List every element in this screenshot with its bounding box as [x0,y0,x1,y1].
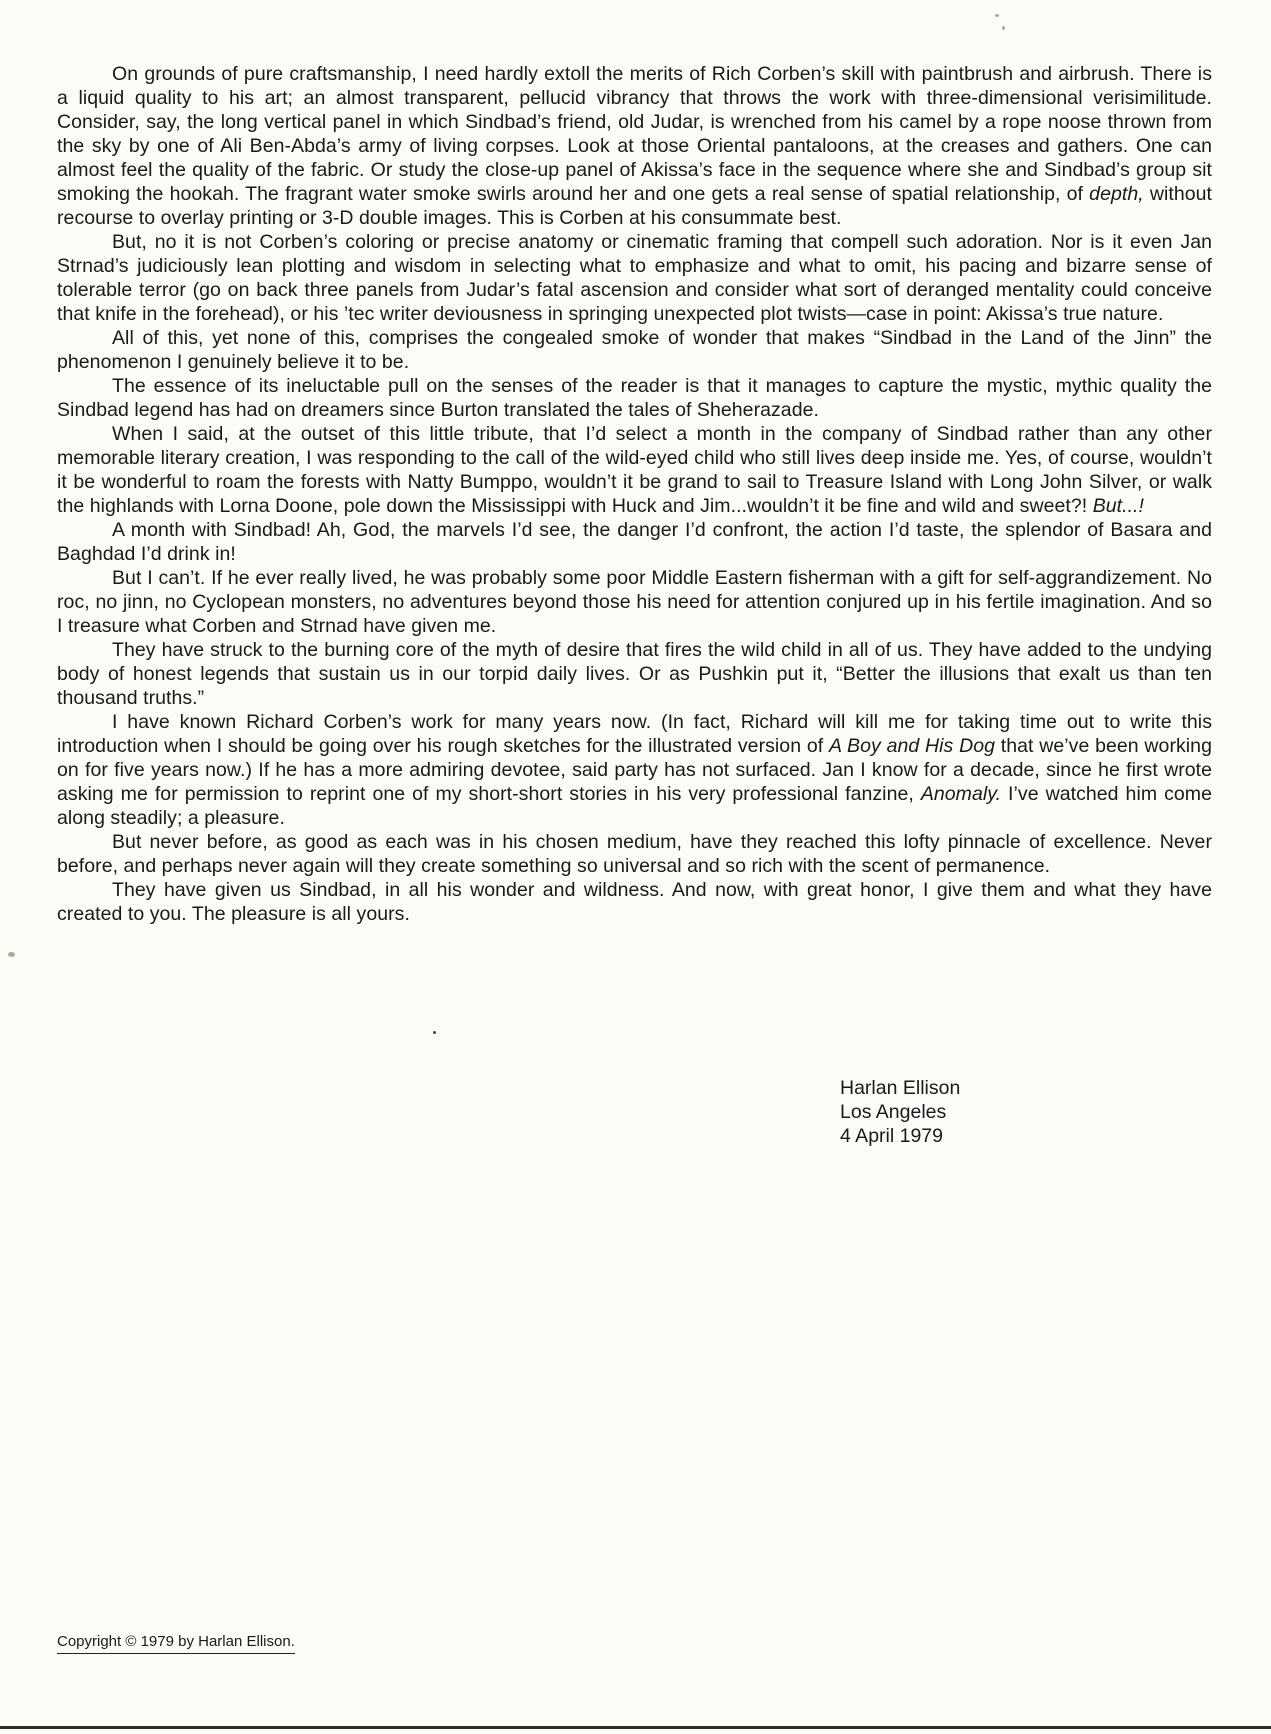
essay-paragraph [57,326,1212,374]
text-segment: But I can’t. If he ever really lived, he was probably some poor Middle Eastern fisherman with a gift for self-aggrandizement. No roc, no jinn, no Cyclopean monsters, no adventures beyond those his need for attention conjured up in his fertile imagination. And so I treasure what Corben and Strnad have given me. [57,567,1212,637]
text-segment: I have known Richard Corben’s work for many years now. (In fact, Richard will kill me for taking time out to write this introduction when I should be going over his rough sketches for the illustrated version of [57,711,1212,757]
italic-text-segment: A Boy and His Dog [828,735,995,757]
text-segment: I’ve watched him come along steadily; a pleasure. [57,783,1212,829]
essay-paragraph [57,830,1212,878]
essay-paragraph [57,518,1212,566]
text-segment: All of this, yet none of this, comprises the congealed smoke of wonder that makes “Sindbad in the Land of the Jinn” the phenomenon I genuinely believe it to be. [57,327,1212,373]
signature-date: 4 April 1979 [840,1125,943,1147]
italic-text-segment: depth, [1089,183,1144,205]
essay-paragraph [57,566,1212,638]
text-segment: On grounds of pure craftsmanship, I need hardly extoll the merits of Rich Corben’s skill with paintbrush and airbrush. There is a liquid quality to his art; an almost transparent, pellucid vibrancy that throws the work with three-dimensional verisimilitude. Consider, say, the long vertical panel in which Sindbad’s friend, old Judar, is wrenched from his camel by a rope noose thrown from the sky by one of Ali Ben-Abda’s army of living corpses. Look at those Oriental pantaloons, at the creases and gathers. One can almost feel the quality of the fabric. Or study the close-up panel of Akissa’s face in the sequence where she and Sindbad’s group sit smoking the hookah. The fragrant water smoke swirls around her and one gets a real sense of spatial relationship, of [57,63,1212,205]
essay-paragraph [57,638,1212,710]
paper-speck-mark [8,952,15,957]
text-segment: But never before, as good as each was in his chosen medium, have they reached this lofty pinnacle of excellence. Never before, and perhaps never again will they create something so universal and so rich with the scent of permanence. [57,831,1212,877]
essay-paragraph [57,230,1212,326]
essay-paragraph [57,878,1212,926]
text-segment: A month with Sindbad! Ah, God, the marvels I’d see, the danger I’d confront, the action I’d taste, the splendor of Basara and Baghdad I’d drink in! [57,519,1212,565]
essay-body [57,62,1212,926]
signature-place: Los Angeles [840,1101,947,1123]
page-bottom-rule [0,1726,1271,1729]
essay-paragraph [57,422,1212,518]
text-segment: But, no it is not Corben’s coloring or precise anatomy or cinematic framing that compell such adoration. Nor is it even Jan Strnad’s judiciously lean plotting and wisdom in selecting what to emphasize and what to omit, his pacing and bizarre sense of tolerable terror (go on back three panels from Judar’s fatal ascension and consider what sort of deranged mentality could conceive that knife in the forehead), or his ’tec writer deviousness in springing unexpected plot twists—case in point: Akissa’s true nature. [57,231,1212,325]
essay-paragraph [57,374,1212,422]
text-segment: without recourse to overlay printing or 3-D double images. This is Corben at his consummate best. [57,183,1213,229]
italic-text-segment: Anomaly. [920,783,1002,805]
essay-paragraph [57,710,1212,830]
copyright-notice: Copyright © 1979 by Harlan Ellison. [57,1633,295,1654]
text-segment: When I said, at the outset of this little tribute, that I’d select a month in the company of Sindbad rather than any other memorable literary creation, I was responding to the call of the wild-eyed child who still lives deep inside me. Yes, of course, wouldn’t it be wonderful to roam the forests with Natty Bumppo, wouldn’t it be grand to sail to Treasure Island with Long John Silver, or walk the highlands with Lorna Doone, pole down the Mississippi with Huck and Jim...wouldn’t it be fine and wild and sweet?! [57,423,1212,517]
italic-text-segment: But...! [1092,495,1144,517]
paper-speck-mark [1002,26,1005,30]
paper-speck-mark [995,14,999,17]
text-segment: The essence of its ineluctable pull on the senses of the reader is that it manages to capture the mystic, mythic quality the Sindbad legend has had on dreamers since Burton translated the tales of Sheherazade. [57,375,1212,421]
text-segment: They have given us Sindbad, in all his wonder and wildness. And now, with great honor, I give them and what they have created to you. The pleasure is all yours. [57,879,1212,925]
signature-block [840,1076,960,1148]
essay-paragraph [57,62,1212,230]
author-name: Harlan Ellison [840,1077,961,1099]
text-segment: They have struck to the burning core of the myth of desire that fires the wild child in all of us. They have added to the undying body of honest legends that sustain us in our torpid daily lives. Or as Pushkin put it, “Better the illusions that exalt us than ten thousand truths.” [57,639,1212,709]
text-segment: that we’ve been working on for five years now.) If he has a more admiring devotee, said party has not surfaced. Jan I know for a decade, since he first wrote asking me for permission to reprint one of my short-short stories in his very professional fanzine, [57,735,1212,805]
paper-speck-mark [433,1031,436,1034]
